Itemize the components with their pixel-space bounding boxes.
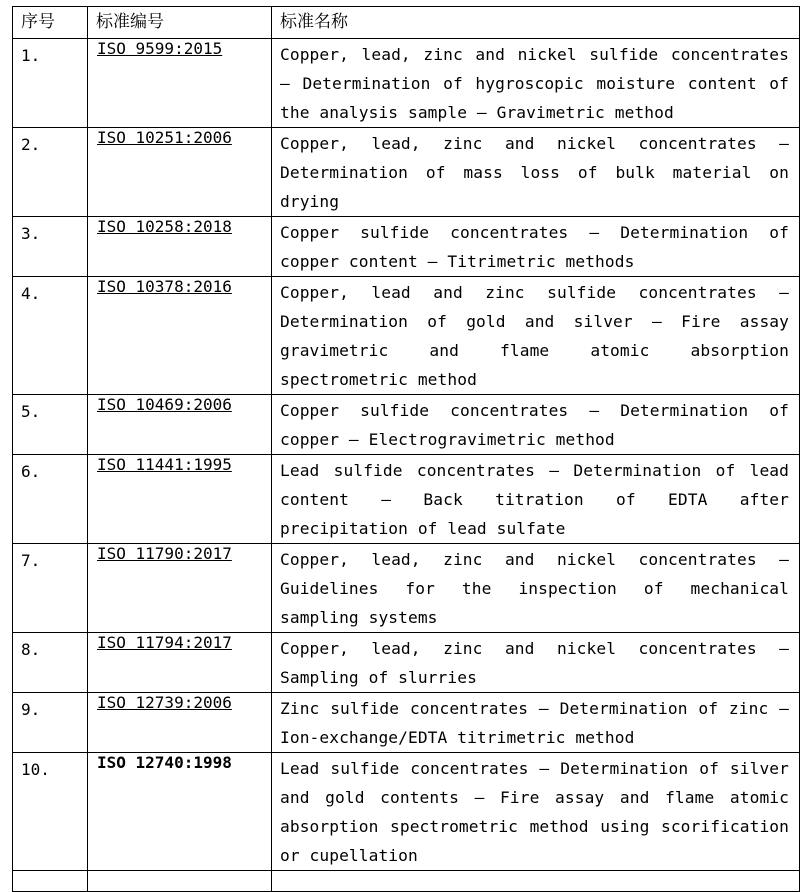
row-code-cell [88, 277, 272, 395]
row-seq: 9. [13, 693, 88, 753]
standards-table [12, 6, 800, 892]
row-title: Copper sulfide concentrates — Determination of copper content — Titrimetric methods [272, 217, 800, 277]
table-row [13, 544, 800, 633]
table-row [13, 395, 800, 455]
table-row [13, 455, 800, 544]
standard-code-link[interactable]: ISO 10258:2018 [97, 217, 232, 236]
row-title: Copper, lead, zinc and nickel concentrates — Sampling of slurries [272, 633, 800, 693]
header-code: 标准编号 [88, 7, 272, 39]
table-row [13, 277, 800, 395]
row-title: Copper, lead and zinc sulfide concentrates — Determination of gold and silver — Fire assay gravimetric and flame atomic absorption spectrometric method [272, 277, 800, 395]
row-seq: 3. [13, 217, 88, 277]
row-code-cell [88, 871, 272, 892]
table-row [13, 633, 800, 693]
table-row [13, 693, 800, 753]
table-row [13, 128, 800, 217]
row-seq: 5. [13, 395, 88, 455]
table-row-partial [13, 871, 800, 892]
row-seq: 1. [13, 39, 88, 128]
row-title [272, 871, 800, 892]
standard-code-link[interactable]: ISO 10251:2006 [97, 128, 232, 147]
standard-code-link[interactable]: ISO 11441:1995 [97, 455, 232, 474]
row-code-cell [88, 395, 272, 455]
row-code-cell [88, 128, 272, 217]
header-seq: 序号 [13, 7, 88, 39]
header-name: 标准名称 [272, 7, 800, 39]
row-code-cell [88, 633, 272, 693]
row-title: Lead sulfide concentrates — Determination of lead content — Back titration of EDTA after precipitation of lead sulfate [272, 455, 800, 544]
header-row [13, 7, 800, 39]
row-title: Copper, lead, zinc and nickel sulfide concentrates — Determination of hygroscopic moisture content of the analysis sample — Gravimetric method [272, 39, 800, 128]
row-code-cell [88, 217, 272, 277]
standard-code-text: ISO 12740:1998 [97, 753, 232, 772]
table-row [13, 39, 800, 128]
row-seq: 2. [13, 128, 88, 217]
table-row [13, 217, 800, 277]
row-code-cell [88, 544, 272, 633]
row-seq: 6. [13, 455, 88, 544]
table-row [13, 753, 800, 871]
row-seq: 7. [13, 544, 88, 633]
row-code-cell [88, 455, 272, 544]
row-seq: 8. [13, 633, 88, 693]
standard-code-link[interactable]: ISO 11790:2017 [97, 544, 232, 563]
row-title: Zinc sulfide concentrates — Determination of zinc — Ion-exchange/EDTA titrimetric method [272, 693, 800, 753]
row-code-cell [88, 39, 272, 128]
row-title: Copper sulfide concentrates — Determination of copper — Electrogravimetric method [272, 395, 800, 455]
standard-code-link[interactable]: ISO 11794:2017 [97, 633, 232, 652]
row-title: Copper, lead, zinc and nickel concentrates — Determination of mass loss of bulk material on drying [272, 128, 800, 217]
row-title: Copper, lead, zinc and nickel concentrates — Guidelines for the inspection of mechanical sampling systems [272, 544, 800, 633]
standard-code-link[interactable]: ISO 9599:2015 [97, 39, 223, 58]
row-code-cell [88, 693, 272, 753]
standard-code-link[interactable]: ISO 10378:2016 [97, 277, 232, 296]
standard-code-link[interactable]: ISO 12739:2006 [97, 693, 232, 712]
row-code-cell [88, 753, 272, 871]
row-seq: 10. [13, 753, 88, 871]
row-title: Lead sulfide concentrates — Determination of silver and gold contents — Fire assay and flame atomic absorption spectrometric method using scorification or cupellation [272, 753, 800, 871]
standard-code-link[interactable]: ISO 10469:2006 [97, 395, 232, 414]
row-seq [13, 871, 88, 892]
row-seq: 4. [13, 277, 88, 395]
